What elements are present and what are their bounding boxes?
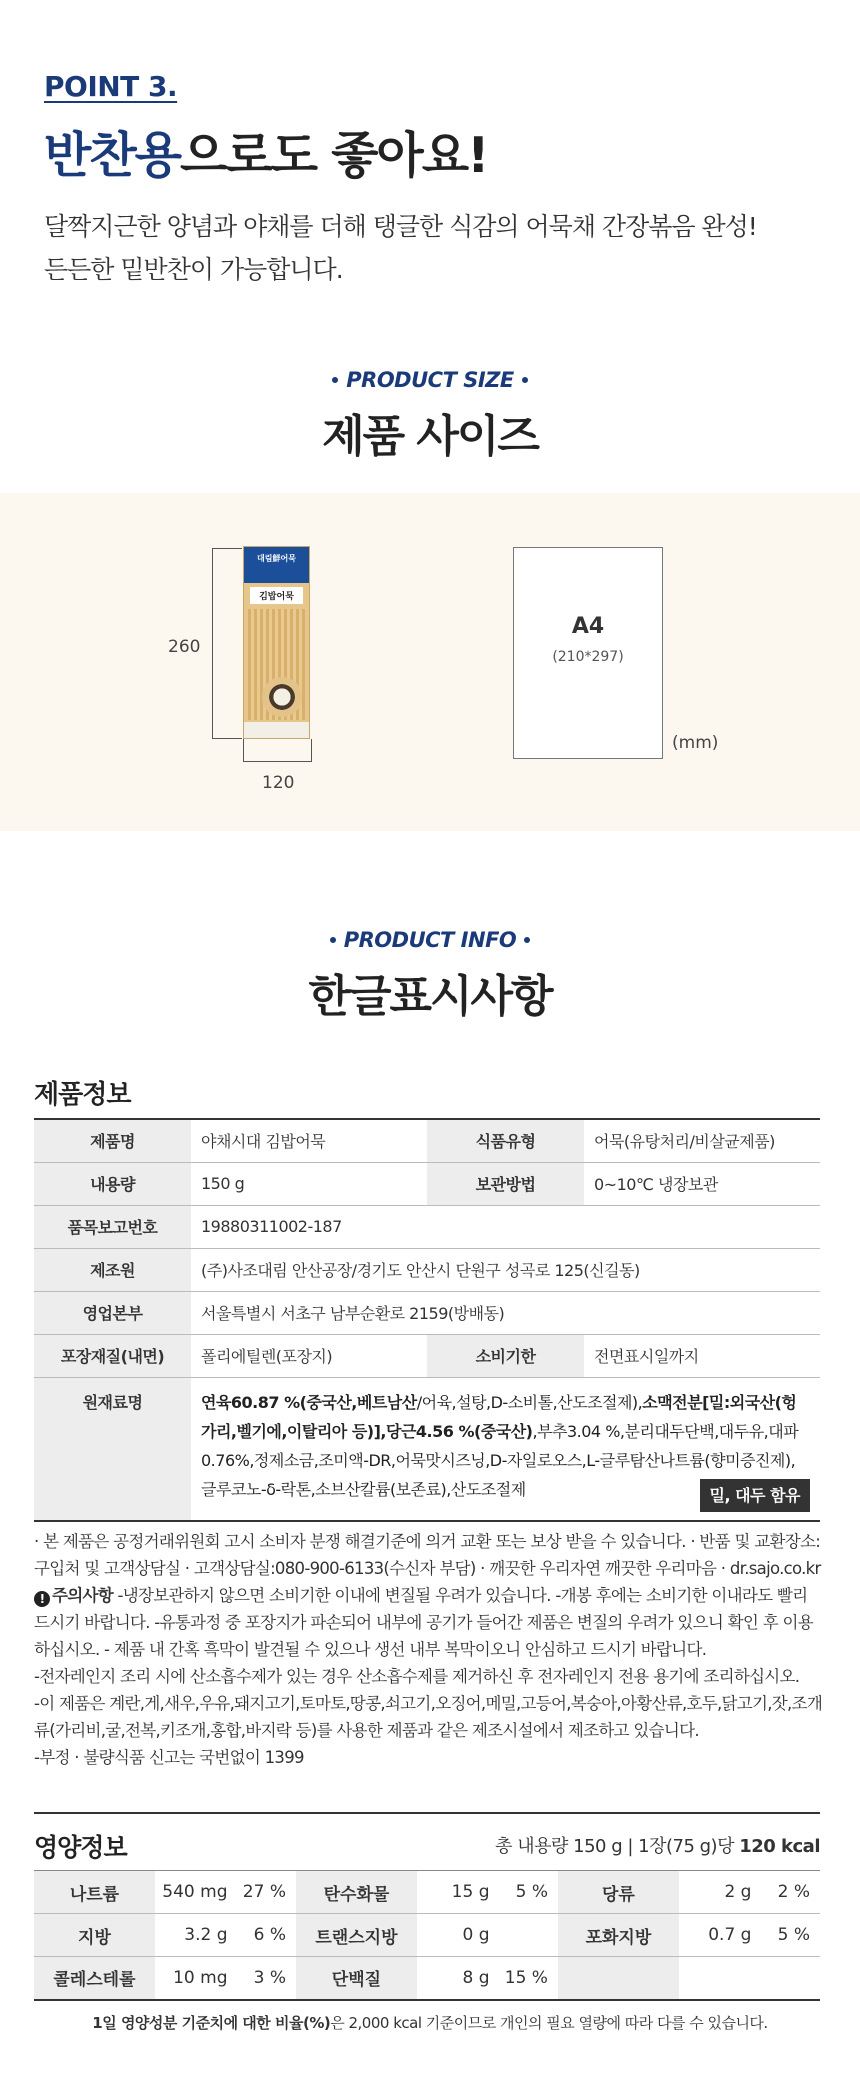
dimension-tick: [212, 548, 242, 549]
nutrient-name: 포화지방: [558, 1914, 679, 1957]
allergen-badge: 밀, 대두 함유: [700, 1479, 811, 1512]
cell-value: 전면표시일까지: [584, 1334, 820, 1377]
notice-line: · 본 제품은 공정거래위원회 고시 소비자 분쟁 해결기준에 의거 교환 또는 보상 받을 수 있습니다. · 반품 및 교환장소:구입처 및 고객상담실 · 고객상담실:080-900-6133(수신자 부담) · 깨끗한 우리자연 깨끗한 우리마음 · dr.sajo.co.kr: [34, 1532, 821, 1578]
nutrient-name: 나트륨: [34, 1871, 155, 1914]
exclamation-icon: !: [34, 1591, 50, 1607]
nutrient-percent: 6 %: [232, 1914, 296, 1957]
nutrient-name: 단백질: [296, 1957, 417, 2000]
package-brand: 대림鮮어묵: [244, 547, 309, 583]
nutrient-name: [558, 1957, 679, 2000]
cell-key: 보관방법: [427, 1162, 584, 1205]
product-info-table: [34, 1118, 820, 1522]
nutrient-percent: 3 %: [232, 1957, 296, 2000]
footnote-text: 은 2,000 kcal 기준이므로 개인의 필요 열량에 따라 다를 수 있습니다.: [330, 2014, 768, 2032]
nutrient-percent: 5 %: [493, 1871, 557, 1914]
cell-value: (주)사조대림 안산공장/경기도 안산시 단원구 성곡로 125(신길동): [191, 1248, 820, 1291]
cell-key: 영업본부: [34, 1291, 191, 1334]
nutrient-percent: [755, 1957, 820, 2000]
nutrient-percent: 15 %: [493, 1957, 557, 2000]
cell-key: 제조원: [34, 1248, 191, 1291]
nutrition-header: [34, 1812, 820, 1864]
nutrient-name: 트랜스지방: [296, 1914, 417, 1957]
height-label: 260: [168, 637, 201, 657]
table-row: [34, 1291, 820, 1334]
point-title-highlight: 반찬용: [44, 127, 181, 184]
nutrient-percent: 5 %: [755, 1914, 820, 1957]
cell-value: 0~10℃ 냉장보관: [584, 1162, 820, 1205]
nutrient-name: 당류: [558, 1871, 679, 1914]
info-badge: [330, 928, 531, 952]
nutrient-name: 콜레스테롤: [34, 1957, 155, 2000]
nutrient-amount: 8 g: [417, 1957, 494, 2000]
nutrition-footnote: [0, 2012, 860, 2033]
height-dimension-line: [212, 548, 213, 738]
dot-icon: [522, 377, 528, 383]
table-row: [34, 1377, 820, 1521]
point-title: [44, 117, 824, 187]
product-package-image: [243, 546, 310, 739]
point-desc-line: 든든한 밑반찬이 가능합니다.: [44, 255, 343, 284]
size-title: 제품 사이즈: [322, 411, 538, 462]
dot-icon: [332, 377, 338, 383]
nutrient-amount: 0 g: [417, 1914, 494, 1957]
size-badge-text: PRODUCT SIZE: [346, 368, 514, 392]
nutrient-amount: 0.7 g: [679, 1914, 756, 1957]
table-row: [34, 1248, 820, 1291]
serving-info: [495, 1832, 820, 1858]
notice-line: -부정 · 불량식품 신고는 국번없이 1399: [34, 1748, 304, 1767]
cell-value: 폴리에틸렌(포장지): [191, 1334, 427, 1377]
product-info-subtitle: 제품정보: [34, 1080, 131, 1110]
cell-value: 어묵(유탕처리/비살균제품): [584, 1119, 820, 1162]
dimension-tick: [243, 739, 244, 762]
nutrition-title: 영양정보: [34, 1833, 127, 1862]
info-badge-text: PRODUCT INFO: [343, 928, 517, 952]
footnote-bold: 1일 영양성분 기준치에 대한 비율(%): [92, 2014, 331, 2032]
cell-key: 제품명: [34, 1119, 191, 1162]
dimension-tick: [311, 739, 312, 762]
package-name: 김밥어묵: [250, 587, 303, 604]
table-row: [34, 1162, 820, 1205]
point-description: [44, 205, 824, 291]
caution-label: 주의사항: [52, 1586, 113, 1605]
raw-materials: [191, 1377, 820, 1521]
notice-line: -전자레인지 조리 시에 산소흡수제가 있는 경우 산소흡수제를 제거하신 후 전자레인지 전용 용기에 조리하십시오.: [34, 1667, 800, 1686]
cell-value: 야채시대 김밥어묵: [191, 1119, 427, 1162]
a4-paper-reference: [513, 547, 663, 759]
point-desc-line: 달짝지근한 양념과 야채를 더해 탱글한 식감의 어묵채 간장볶음 완성!: [44, 212, 757, 241]
info-title: 한글표시사항: [308, 971, 552, 1022]
kcal-value: 120 kcal: [739, 1836, 820, 1857]
cell-key: 소비기한: [427, 1334, 584, 1377]
caution-text: -냉장보관하지 않으면 소비기한 이내에 변질될 우려가 있습니다. -개봉 후에는 소비기한 이내라도 빨리 드시기 바랍니다. -유통과정 중 포장지가 파손되어 내부에 공기가 들어간 제품은 변질의 우려가 있으니 확인 후 이용하십시오. - 제품 내 간혹 흑막이 발견될 수 있으나 생선 내부 복막이오니 안심하고 드시기 바랍니다.: [34, 1586, 813, 1659]
table-row: [34, 1119, 820, 1162]
width-dimension-line: [243, 761, 311, 762]
raw-bold: 연육60.87 %(중국산,베트남산: [201, 1392, 417, 1412]
dot-icon: [524, 937, 530, 943]
table-row: [34, 1914, 820, 1957]
width-label: 120: [262, 773, 295, 793]
notice-text: [34, 1528, 824, 1771]
info-section-header: [0, 928, 860, 1024]
size-section-header: [0, 368, 860, 464]
nutrient-amount: 2 g: [679, 1871, 756, 1914]
nutrient-amount: 15 g: [417, 1871, 494, 1914]
nutrient-percent: 27 %: [232, 1871, 296, 1914]
nutrition-table: [34, 1870, 820, 2001]
a4-dimensions: (210*297): [552, 649, 624, 665]
nutrient-percent: [493, 1914, 557, 1957]
raw-text: ,부추3.04 %,분리대두단백,대두유,대파0.76%,정제소금,조미액-DR,어묵맛시즈닝,D-자일로오스,L-글루탐산나트륨(향미증진제),글루코노-δ-락톤,소브산칼륨(보존료),산도조절제: [201, 1421, 799, 1499]
cell-value: 150 g: [191, 1162, 427, 1205]
cell-key: 품목보고번호: [34, 1205, 191, 1248]
cell-key: 원재료명: [34, 1377, 191, 1521]
dot-icon: [330, 937, 336, 943]
point-label: POINT 3.: [44, 70, 178, 103]
cell-key: 식품유형: [427, 1119, 584, 1162]
serving-text: 총 내용량 150 g | 1장(75 g)당: [495, 1836, 740, 1857]
point-title-rest: 으로도 좋아요!: [180, 127, 488, 184]
notice-line: -이 제품은 계란,게,새우,우유,돼지고기,토마토,땅콩,쇠고기,오징어,메밀,고등어,복숭아,아황산류,호두,닭고기,잣,조개류(가리비,굴,전복,키조개,홍합,바지락 등)를 사용한 제품과 같은 제조시설에서 제조하고 있습니다.: [34, 1694, 823, 1740]
nutrient-amount: 3.2 g: [155, 1914, 232, 1957]
cell-key: 내용량: [34, 1162, 191, 1205]
table-row: [34, 1871, 820, 1914]
size-badge: [332, 368, 527, 392]
table-row: [34, 1957, 820, 2000]
nutrient-percent: 2 %: [755, 1871, 820, 1914]
cell-value: 19880311002-187: [191, 1205, 820, 1248]
caution-line: [34, 1582, 824, 1663]
size-comparison: [0, 493, 860, 831]
nutrient-amount: 10 mg: [155, 1957, 232, 2000]
table-row: [34, 1334, 820, 1377]
raw-bold: 소맥전분[밀:외국산(헝가리,벨기에,이탈리아 등)],당근4.56 %(중국산): [201, 1392, 797, 1441]
nutrient-amount: [679, 1957, 756, 2000]
point-section: [44, 70, 824, 291]
a4-title: A4: [571, 614, 605, 639]
cell-key: 포장재질(내면): [34, 1334, 191, 1377]
package-bottom: [244, 722, 309, 738]
dimension-tick: [212, 738, 242, 739]
nutrient-name: 탄수화물: [296, 1871, 417, 1914]
nutrient-name: 지방: [34, 1914, 155, 1957]
cell-value: 서울특별시 서초구 남부순환로 2159(방배동): [191, 1291, 820, 1334]
raw-text: /어육,설탕,D-소비톨,산도조절제),: [416, 1392, 643, 1412]
nutrient-amount: 540 mg: [155, 1871, 232, 1914]
unit-label: (mm): [672, 733, 719, 753]
table-row: [34, 1205, 820, 1248]
kimbap-slice-icon: [262, 677, 302, 717]
